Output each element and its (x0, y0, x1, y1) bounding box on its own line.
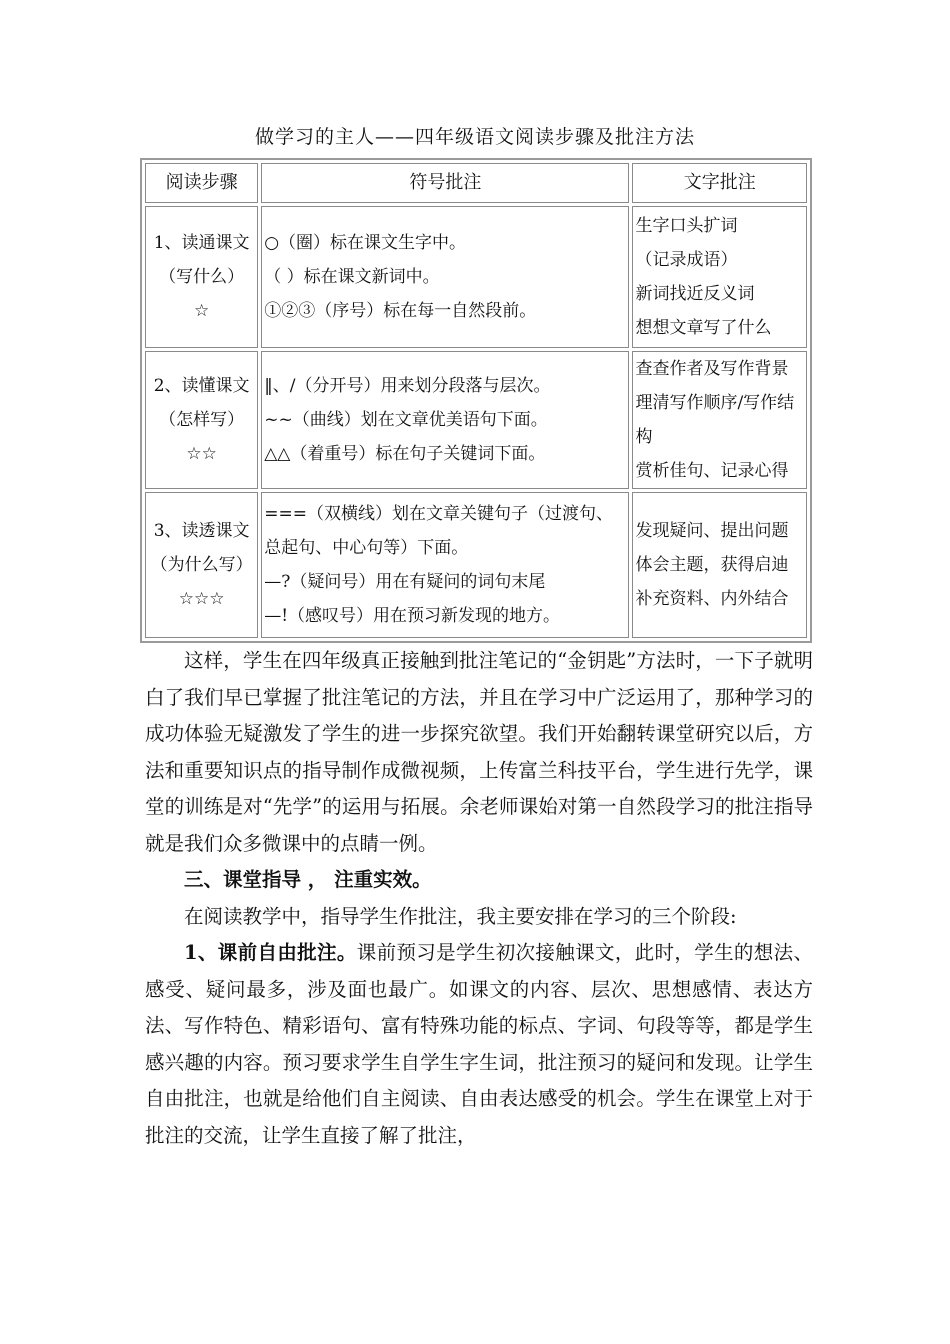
text-item: （记录成语） (635, 250, 738, 270)
step-label: 1、读通课文 (153, 233, 250, 253)
step-purpose: （写什么） (159, 267, 245, 287)
paragraph (145, 935, 813, 1154)
symbol-cell (261, 206, 629, 348)
symbol-cell (261, 492, 629, 638)
text-cell (632, 492, 807, 638)
text-item: 赏析佳句、记录心得 (635, 461, 789, 481)
text-cell (632, 351, 807, 489)
text-item: 体会主题，获得启迪 (635, 555, 789, 575)
symbol-cell (261, 351, 629, 489)
page-title: 做学习的主人——四年级语文阅读步骤及批注方法 (254, 126, 695, 148)
symbol-item: ○（圈）标在课文生字中。 (264, 233, 467, 253)
body-text (145, 643, 813, 1154)
symbol-item: △△（着重号）标在句子关键词下面。 (264, 444, 546, 464)
header-text-annotation: 文字批注 (632, 163, 807, 203)
header-symbol-annotation: 符号批注 (261, 163, 629, 203)
step-purpose: （怎样写） (159, 410, 245, 430)
symbol-item: ‖、/（分开号）用来划分段落与层次。 (264, 376, 551, 396)
paragraph-lead-heading: 1、课前自由批注。 (184, 941, 357, 964)
step-stars: ☆ (193, 301, 210, 321)
step-label: 3、读透课文 (153, 521, 250, 541)
symbol-item: ①②③（序号）标在每一自然段前。 (264, 301, 537, 321)
text-item: 生字口头扩词 (635, 216, 738, 236)
symbol-item: ~~（曲线）划在文章优美语句下面。 (264, 410, 548, 430)
symbol-item: —!（感叹号）用在预习新发现的地方。 (264, 606, 561, 626)
table-row (145, 492, 807, 638)
paragraph: 这样，学生在四年级真正接触到批注笔记的“金钥匙”方法时，一下子就明白了我们早已掌握了批注笔记的方法，并且在学习中广泛运用了，那种学习的成功体验无疑激发了学生的进一步探究欲望。我们开始翻转课堂研究以后，方法和重要知识点的指导制作成微视频，上传富兰科技平台，学生进行先学，课堂的训练是对“先学”的运用与拓展。余老师课始对第一自然段学习的批注指导就是我们众多微课中的点睛一例。 (145, 649, 813, 855)
annotation-methods-table (140, 158, 812, 643)
text-item: 新词找近反义词 (635, 284, 755, 304)
symbol-item: —?（疑问号）用在有疑问的词句末尾 (264, 572, 546, 592)
step-label: 2、读懂课文 (153, 376, 250, 396)
step-purpose: （为什么写） (150, 555, 253, 575)
table-header-row (145, 163, 807, 203)
paragraph-body: 课前预习是学生初次接触课文，此时，学生的想法、感受、疑问最多，涉及面也最广。如课文的内容、层次、思想感情、表达方法、写作特色、精彩语句、富有特殊功能的标点、字词、句段等等，都是学生感兴趣的内容。预习要求学生自学生字生词，批注预习的疑问和发现。让学生自由批注，也就是给他们自主阅读、自由表达感受的机会。学生在课堂上对于批注的交流，让学生直接了解了批注， (145, 941, 813, 1147)
step-cell (145, 206, 258, 348)
text-item: 想想文章写了什么 (635, 318, 772, 338)
text-item: 查查作者及写作背景 (635, 359, 789, 379)
text-item: 理清写作顺序/写作结构 (635, 393, 795, 447)
text-item: 补充资料、内外结合 (635, 589, 789, 609)
symbol-item: （ ）标在课文新词中。 (264, 267, 440, 287)
section-heading: 三、课堂指导 ， 注重实效。 (184, 868, 432, 891)
step-stars: ☆☆ (186, 444, 217, 464)
paragraph: 在阅读教学中，指导学生作批注，我主要安排在学习的三个阶段: (184, 904, 737, 928)
symbol-item: ===（双横线）划在文章关键句子（过渡句、总起句、中心句等）下面。 (264, 504, 613, 558)
step-cell (145, 351, 258, 489)
step-cell (145, 492, 258, 638)
text-cell (632, 206, 807, 348)
table-row (145, 206, 807, 348)
text-item: 发现疑问、提出问题 (635, 521, 789, 541)
step-stars: ☆☆☆ (178, 589, 225, 609)
table-row (145, 351, 807, 489)
header-reading-step: 阅读步骤 (145, 163, 258, 203)
